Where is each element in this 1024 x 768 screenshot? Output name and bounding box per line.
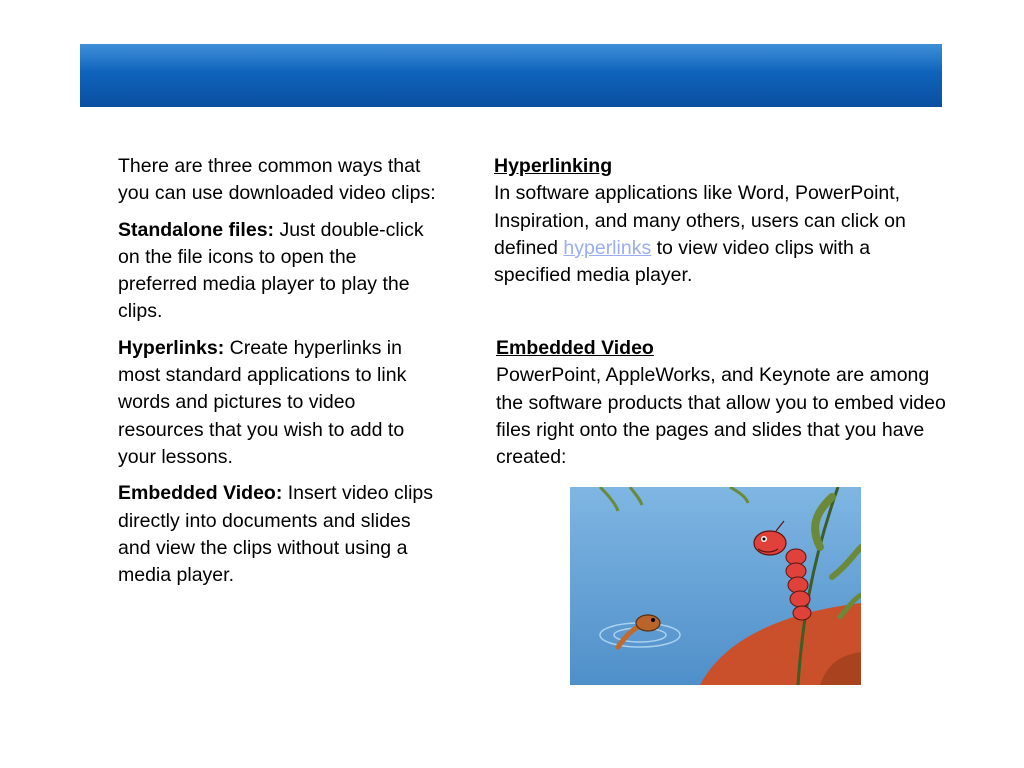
list-item bbox=[118, 335, 436, 471]
intro-text: There are three common ways that you can use downloaded video clips: bbox=[118, 155, 436, 205]
item-text: Insert video clips directly into documents and slides and view the clips without using a media player. bbox=[118, 482, 433, 587]
tadpole-body bbox=[636, 615, 660, 631]
cartoon-illustration bbox=[570, 487, 861, 685]
embedded-video-heading: Embedded Video bbox=[496, 337, 654, 359]
item-text: Create hyperlinks in most standard applications to link words and pictures to video resources that you wish to add to your lessons. bbox=[118, 336, 407, 468]
embedded-video-section bbox=[496, 335, 946, 471]
hyperlinks-link[interactable]: hyperlinks bbox=[563, 236, 652, 259]
list-item bbox=[118, 480, 436, 589]
list-item bbox=[118, 217, 436, 326]
hyperlinking-section bbox=[494, 153, 934, 289]
header-shadow bbox=[80, 44, 942, 107]
left-column bbox=[118, 153, 436, 598]
embedded-video-text: PowerPoint, AppleWorks, and Keynote are among the software products that allow you to embed video files right onto the pages and slides that you have created: bbox=[496, 364, 946, 469]
cartoon-video-still bbox=[570, 487, 861, 685]
hyperlinking-heading: Hyperlinking bbox=[494, 155, 613, 177]
item-label: Embedded Video: bbox=[118, 482, 283, 505]
item-label: Standalone files: bbox=[118, 218, 275, 241]
item-text: Just double-click on the file icons to open the preferred media player to play the clips. bbox=[118, 218, 424, 323]
tadpole-eye bbox=[651, 618, 655, 622]
item-label: Hyperlinks: bbox=[118, 336, 225, 359]
hyperlinking-text-before: In software applications like Word, PowerPoint, Inspiration, and many others, users can click on defined bbox=[494, 182, 906, 259]
hyperlinking-text-after: to view video clips with a specified media player. bbox=[494, 236, 871, 287]
